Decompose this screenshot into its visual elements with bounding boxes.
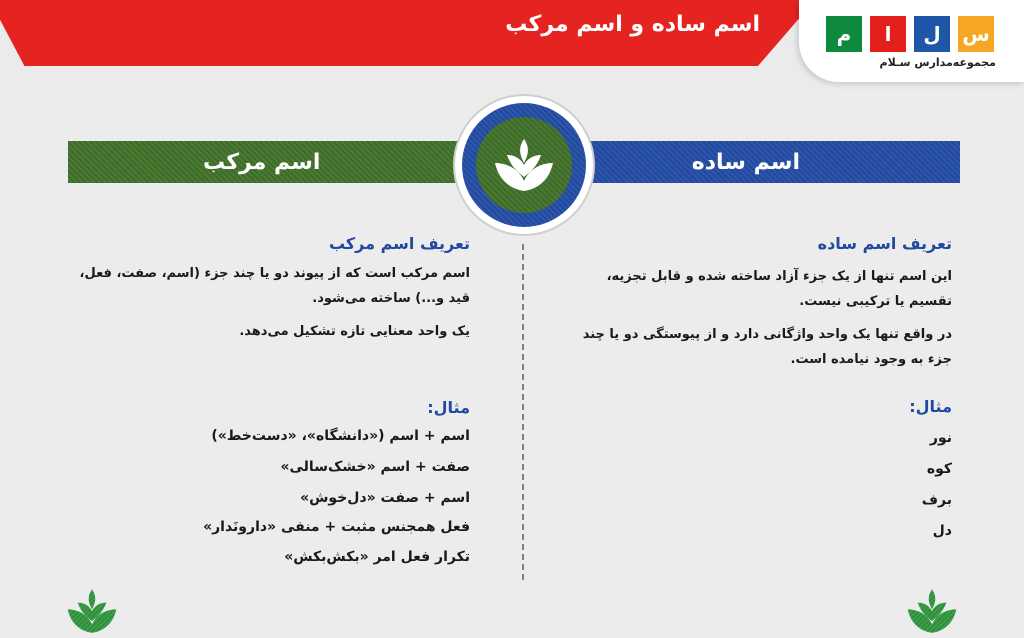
column-divider bbox=[522, 244, 524, 580]
compound-paragraph-1 bbox=[68, 261, 470, 311]
compound-example-heading bbox=[68, 398, 470, 417]
simple-noun-section bbox=[560, 234, 952, 253]
simple-paragraph-1 bbox=[560, 264, 952, 314]
list-item: برف bbox=[921, 492, 952, 508]
logo-letter-3: ا bbox=[870, 16, 906, 52]
compound-paragraph-2-text: یک واحد معنایی تازه تشکیل می‌دهد. bbox=[239, 324, 470, 339]
compound-definition-title: تعریف اسم مرکب bbox=[328, 234, 470, 253]
simple-example-4 bbox=[560, 523, 952, 539]
logo-caption: مجموعه‌مدارس سـلام bbox=[879, 56, 996, 69]
compound-example-4 bbox=[68, 519, 470, 535]
logo bbox=[799, 0, 1024, 82]
logo-letter-4: م bbox=[826, 16, 862, 52]
sprout-icon bbox=[493, 137, 555, 193]
compound-example-2 bbox=[68, 459, 470, 475]
logo-letter-2: ل bbox=[914, 16, 950, 52]
simple-noun-bar bbox=[590, 141, 960, 183]
compound-example-title: مثال: bbox=[427, 398, 470, 417]
simple-paragraph-1-text: این اسم تنها از یک جزء آزاد ساخته شده و قابل تجزیه، تقسیم یا ترکیبی نیست. bbox=[606, 269, 952, 309]
compound-noun-section bbox=[68, 234, 470, 253]
sprout-icon bbox=[66, 584, 118, 638]
simple-example-1 bbox=[560, 430, 952, 446]
compound-noun-bar bbox=[68, 141, 460, 183]
simple-noun-bar-label: اسم ساده bbox=[691, 149, 800, 175]
list-item: دل bbox=[932, 523, 952, 539]
page-title: اسم ساده و اسم مرکب bbox=[505, 12, 760, 37]
center-medallion bbox=[455, 96, 593, 234]
simple-paragraph-2 bbox=[560, 322, 952, 372]
compound-paragraph-2 bbox=[68, 319, 470, 344]
simple-example-2 bbox=[560, 461, 952, 477]
simple-definition-title: تعریف اسم ساده bbox=[817, 234, 952, 253]
compound-paragraph-1-text: اسم مرکب است که از پیوند دو یا چند جزء (اسم، صفت، فعل، قید و...) ساخته می‌شود. bbox=[79, 266, 470, 306]
sprout-icon bbox=[906, 584, 958, 638]
compound-example-3 bbox=[68, 490, 470, 506]
list-item: صفت + اسم «خشک‌سالی» bbox=[280, 459, 470, 475]
list-item: اسم + صفت «دل‌خوش» bbox=[300, 490, 470, 506]
compound-example-1 bbox=[68, 428, 470, 444]
compound-example-5 bbox=[68, 549, 470, 565]
list-item: کوه bbox=[926, 461, 952, 477]
simple-paragraph-2-text: در واقع تنها یک واحد واژگانی دارد و از پیوستگی دو یا چند جزء به وجود نیامده است. bbox=[582, 327, 952, 367]
medallion-inner bbox=[476, 117, 572, 213]
simple-example-heading bbox=[560, 397, 952, 416]
list-item: نور bbox=[929, 430, 952, 446]
list-item: اسم + اسم («دانشگاه»، «دست‌خط») bbox=[211, 428, 470, 444]
simple-example-3 bbox=[560, 492, 952, 508]
list-item: تکرار فعل امر «بکش‌بکش» bbox=[284, 549, 470, 565]
logo-letter-1: س bbox=[958, 16, 994, 52]
list-item: فعل همجنس مثبت + منفی «دارونَدار» bbox=[203, 519, 470, 535]
simple-example-title: مثال: bbox=[909, 397, 952, 416]
compound-noun-bar-label: اسم مرکب bbox=[203, 149, 321, 175]
